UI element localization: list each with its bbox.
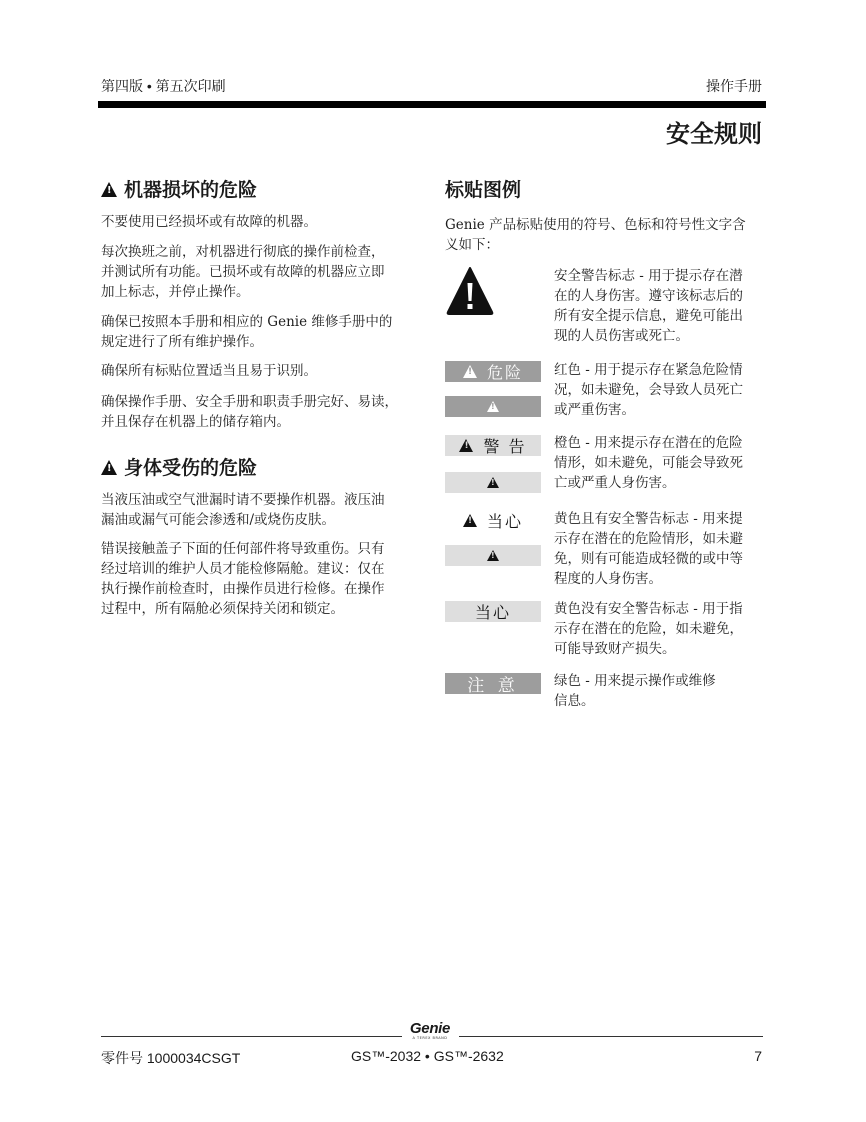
paragraph: 确保所有标贴位置适当且易于识别。 xyxy=(101,363,317,379)
footer-rule xyxy=(459,1036,763,1037)
footer-page-number: 7 xyxy=(754,1048,762,1064)
header-edition: 第四版 • 第五次印刷 xyxy=(101,78,226,94)
footer-part-number: 零件号 1000034CSGT xyxy=(101,1050,241,1066)
page-title: 安全规则 xyxy=(666,120,762,148)
warning-triangle-icon xyxy=(101,460,117,475)
danger-label: ! 危险 xyxy=(445,361,541,382)
warning-triangle-icon xyxy=(487,550,499,561)
warning-triangle-icon xyxy=(463,514,477,527)
legend-intro: Genie 产品标贴使用的符号、色标和符号性文字含 义如下： xyxy=(445,217,746,253)
legend-description: 红色 - 用于提示存在紧急危险情 况，如未避免，会导致人员死亡 或严重伤害。 xyxy=(554,362,743,418)
danger-symbol-bar xyxy=(445,396,541,417)
warning-triangle-icon xyxy=(446,266,494,316)
warning-triangle-icon xyxy=(459,439,473,452)
footer-model: GS™-2032 • GS™-2632 xyxy=(351,1048,504,1064)
paragraph: 错误接触盖子下面的任何部件将导致重伤。只有 经过培训的维护人员才能检修隔舱。建议：仅在 执行操作前检查时，由操作员进行检修。在操作 过程中，所有隔舱必须保持关闭和锁定。 xyxy=(101,541,385,617)
footer-rule xyxy=(101,1036,402,1037)
paragraph: 不要使用已经损坏或有故障的机器。 xyxy=(101,214,317,230)
warning-label: ! 警 告 xyxy=(445,435,541,456)
legend-description: 安全警告标志 - 用于提示存在潜 在的人身伤害。遵守该标志后的 所有安全提示信息，避免可能出 现的人员伤害或死亡。 xyxy=(554,268,743,344)
section-heading-legend: 标贴图例 xyxy=(445,179,522,201)
paragraph: 当液压油或空气泄漏时请不要操作机器。液压油 漏油或漏气可能会渗透和/或烧伤皮肤。 xyxy=(101,492,385,528)
warning-triangle-icon xyxy=(463,365,477,378)
warning-triangle-icon xyxy=(487,477,499,488)
warning-triangle-icon xyxy=(101,182,117,197)
paragraph: 每次换班之前，对机器进行彻底的操作前检查， 并测试所有功能。已损坏或有故障的机器应立即 加上标志，并停止操作。 xyxy=(101,244,385,300)
warning-triangle-icon xyxy=(487,401,499,412)
caution-symbol-bar xyxy=(445,545,541,566)
warning-symbol-bar xyxy=(445,472,541,493)
header-doc-type: 操作手册 xyxy=(706,78,762,94)
legend-description: 绿色 - 用来提示操作或维修 信息。 xyxy=(554,673,716,709)
caution-no-symbol-label: 当心 xyxy=(445,601,541,622)
genie-logo: Genie A TEREX BRAND xyxy=(409,1020,451,1040)
legend-description: 黄色没有安全警告标志 - 用于指 示存在潜在的危险，如未避免， 可能导致财产损失。 xyxy=(554,601,743,657)
legend-description: 橙色 - 用来提示存在潜在的危险 情形，如未避免，可能会导致死 亡或严重人身伤害。 xyxy=(554,435,743,491)
section-heading-machine-damage: !机器损坏的危险 xyxy=(101,178,257,202)
paragraph: 确保已按照本手册和相应的 Genie 维修手册中的 规定进行了所有维护操作。 xyxy=(101,314,393,350)
caution-label: ! 当心 xyxy=(445,510,541,531)
section-heading-bodily-injury: !身体受伤的危险 xyxy=(101,456,257,480)
paragraph: 确保操作手册、安全手册和职责手册完好、易读， 并且保存在机器上的储存箱内。 xyxy=(101,394,398,430)
legend-description: 黄色且有安全警告标志 - 用来提 示存在潜在的危险情形，如未避 免，则有可能造成轻微的或中等 程度的人身伤害。 xyxy=(554,511,743,587)
header-rule xyxy=(98,101,766,108)
notice-label: 注 意 xyxy=(445,673,541,694)
